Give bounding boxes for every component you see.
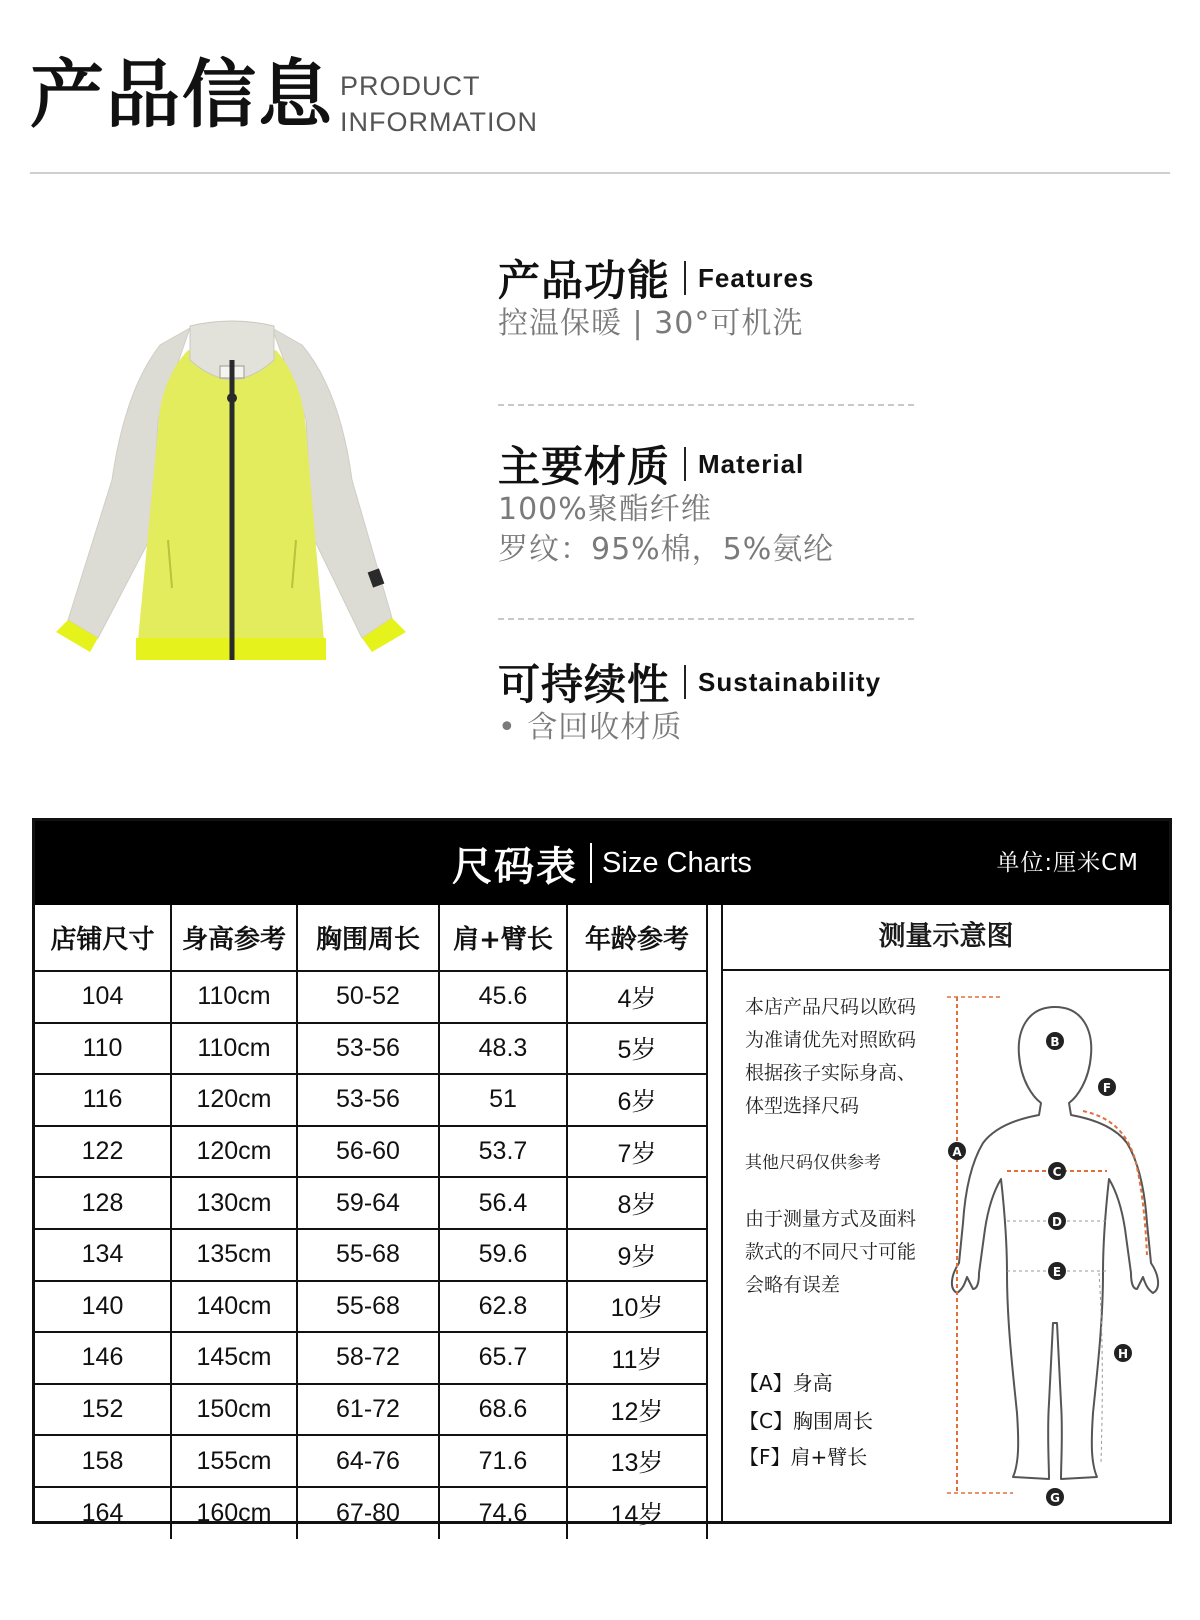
legend-height: 【A】身高	[739, 1371, 833, 1395]
cell-shoulder-arm: 71.6	[439, 1435, 567, 1487]
marker-a	[948, 1142, 966, 1160]
sustainability-title-en: Sustainability	[698, 666, 882, 697]
features-divider	[498, 404, 914, 406]
cell-height: 145cm	[171, 1332, 297, 1384]
page-title: 产品信息	[30, 52, 334, 138]
measure-note-line: 款式的不同尺寸可能	[745, 1241, 917, 1263]
features-title-en: Features	[698, 262, 815, 293]
size-table-header-row	[35, 905, 707, 971]
marker-d-label: D	[1052, 1215, 1062, 1229]
marker-c-label: C	[1052, 1165, 1062, 1179]
marker-g-label: G	[1050, 1491, 1060, 1505]
cell-age: 12岁	[567, 1384, 707, 1436]
table-row	[35, 1229, 707, 1281]
cell-size: 116	[35, 1074, 171, 1126]
features-title: 产品功能	[498, 256, 671, 305]
cell-shoulder-arm: 65.7	[439, 1332, 567, 1384]
cell-age: 9岁	[567, 1229, 707, 1281]
table-row	[35, 1023, 707, 1075]
legend-chest: 【C】胸围周长	[739, 1409, 873, 1433]
size-chart-title-separator	[590, 843, 592, 883]
table-row	[35, 1487, 707, 1539]
cell-size: 164	[35, 1487, 171, 1539]
cell-chest: 61-72	[297, 1384, 439, 1436]
features-text: 控温保暖 | 30°可机洗	[498, 306, 804, 341]
cell-height: 110cm	[171, 1023, 297, 1075]
measure-note-line: 根据孩子实际身高、	[745, 1062, 917, 1084]
measure-note-line: 由于测量方式及面料	[745, 1208, 917, 1230]
cell-age: 10岁	[567, 1281, 707, 1333]
marker-h-label: H	[1117, 1347, 1129, 1361]
cell-height: 140cm	[171, 1281, 297, 1333]
cell-chest: 59-64	[297, 1177, 439, 1229]
material-heading	[498, 434, 804, 494]
marker-a-label: A	[952, 1145, 962, 1159]
cell-shoulder-arm: 48.3	[439, 1023, 567, 1075]
cell-size: 134	[35, 1229, 171, 1281]
cell-age: 7岁	[567, 1126, 707, 1178]
cell-size: 140	[35, 1281, 171, 1333]
size-chart-header	[35, 821, 1169, 905]
measure-note-error	[745, 1203, 916, 1302]
body-measurement-figure	[943, 993, 1168, 1513]
page-subtitle-line2: INFORMATION	[340, 107, 538, 137]
table-row	[35, 1177, 707, 1229]
marker-f	[1098, 1078, 1116, 1096]
jacket-image	[40, 320, 440, 680]
marker-g	[1046, 1488, 1064, 1506]
features-separator	[684, 261, 686, 295]
marker-f-label: F	[1102, 1081, 1112, 1095]
cell-height: 130cm	[171, 1177, 297, 1229]
cell-height: 155cm	[171, 1435, 297, 1487]
material-separator	[684, 447, 686, 481]
size-chart-title-zh: 尺码表	[452, 843, 579, 890]
material-line1: 100%聚酯纤维	[498, 492, 712, 527]
marker-e-label: E	[1052, 1265, 1062, 1279]
cell-chest: 67-80	[297, 1487, 439, 1539]
features-heading	[498, 248, 814, 308]
sustainability-title: 可持续性	[498, 660, 671, 709]
measure-diagram	[721, 971, 1169, 1524]
cell-size: 122	[35, 1126, 171, 1178]
cell-height: 120cm	[171, 1074, 297, 1126]
cell-shoulder-arm: 51	[439, 1074, 567, 1126]
cell-height: 120cm	[171, 1126, 297, 1178]
size-chart-title-en: Size Charts	[602, 846, 752, 879]
cell-size: 128	[35, 1177, 171, 1229]
marker-h	[1114, 1344, 1132, 1362]
size-chart-unit: 单位:厘米CM	[996, 850, 1139, 876]
marker-e	[1048, 1262, 1066, 1280]
cell-height: 150cm	[171, 1384, 297, 1436]
cell-age: 8岁	[567, 1177, 707, 1229]
table-row	[35, 1126, 707, 1178]
sustainability-separator	[684, 665, 686, 699]
column-header-shoulder-arm: 肩+臂长	[439, 905, 567, 971]
cell-chest: 64-76	[297, 1435, 439, 1487]
cell-size: 146	[35, 1332, 171, 1384]
cell-height: 135cm	[171, 1229, 297, 1281]
cell-shoulder-arm: 68.6	[439, 1384, 567, 1436]
size-chart	[32, 818, 1172, 1530]
material-title-en: Material	[698, 448, 805, 479]
marker-c	[1048, 1162, 1066, 1180]
table-row	[35, 1074, 707, 1126]
header-divider	[30, 172, 1170, 174]
cell-age: 5岁	[567, 1023, 707, 1075]
cell-chest: 53-56	[297, 1023, 439, 1075]
marker-d	[1048, 1212, 1066, 1230]
jacket-zipper-pull	[227, 393, 237, 403]
cell-height: 160cm	[171, 1487, 297, 1539]
cell-chest: 53-56	[297, 1074, 439, 1126]
sustainability-heading	[498, 652, 881, 712]
column-header-chest: 胸围周长	[297, 905, 439, 971]
page-subtitle	[340, 68, 538, 140]
table-row	[35, 1332, 707, 1384]
material-line2: 罗纹：95%棉，5%氨纶	[498, 532, 835, 567]
measure-note-sizing	[745, 991, 916, 1123]
table-row	[35, 971, 707, 1023]
table-row	[35, 1281, 707, 1333]
cell-age: 14岁	[567, 1487, 707, 1539]
cell-chest: 55-68	[297, 1229, 439, 1281]
legend-shoulder-arm: 【F】肩+臂长	[739, 1445, 868, 1469]
cell-size: 152	[35, 1384, 171, 1436]
cell-size: 104	[35, 971, 171, 1023]
cell-age: 4岁	[567, 971, 707, 1023]
body-outline	[952, 1007, 1158, 1479]
material-divider	[498, 618, 914, 620]
marker-b-label: B	[1050, 1035, 1060, 1049]
cell-age: 13岁	[567, 1435, 707, 1487]
cell-shoulder-arm: 59.6	[439, 1229, 567, 1281]
cell-chest: 56-60	[297, 1126, 439, 1178]
cell-shoulder-arm: 62.8	[439, 1281, 567, 1333]
cell-size: 158	[35, 1435, 171, 1487]
measure-note-reference: 其他尺码仅供参考	[745, 1153, 881, 1173]
cell-size: 110	[35, 1023, 171, 1075]
sustainability-text: • 含回收材质	[498, 710, 683, 745]
measure-note-line: 为准请优先对照欧码	[745, 1029, 917, 1051]
size-table-body	[35, 971, 707, 1539]
cell-chest: 58-72	[297, 1332, 439, 1384]
cell-shoulder-arm: 45.6	[439, 971, 567, 1023]
cell-height: 110cm	[171, 971, 297, 1023]
size-table	[35, 905, 708, 1539]
table-row	[35, 1435, 707, 1487]
column-header-height: 身高参考	[171, 905, 297, 971]
cell-chest: 55-68	[297, 1281, 439, 1333]
cell-shoulder-arm: 53.7	[439, 1126, 567, 1178]
measure-diagram-header: 测量示意图	[721, 905, 1169, 971]
cell-chest: 50-52	[297, 971, 439, 1023]
page-subtitle-line1: PRODUCT	[340, 71, 481, 101]
measure-note-line: 体型选择尺码	[745, 1095, 860, 1117]
measure-note-line: 会略有误差	[745, 1274, 841, 1296]
cell-shoulder-arm: 74.6	[439, 1487, 567, 1539]
column-header-size: 店铺尺寸	[35, 905, 171, 971]
marker-b	[1046, 1032, 1064, 1050]
cell-age: 6岁	[567, 1074, 707, 1126]
column-header-age: 年龄参考	[567, 905, 707, 971]
cell-shoulder-arm: 56.4	[439, 1177, 567, 1229]
cell-age: 11岁	[567, 1332, 707, 1384]
measure-note-line: 本店产品尺码以欧码	[745, 996, 917, 1018]
table-row	[35, 1384, 707, 1436]
material-title: 主要材质	[498, 442, 671, 491]
